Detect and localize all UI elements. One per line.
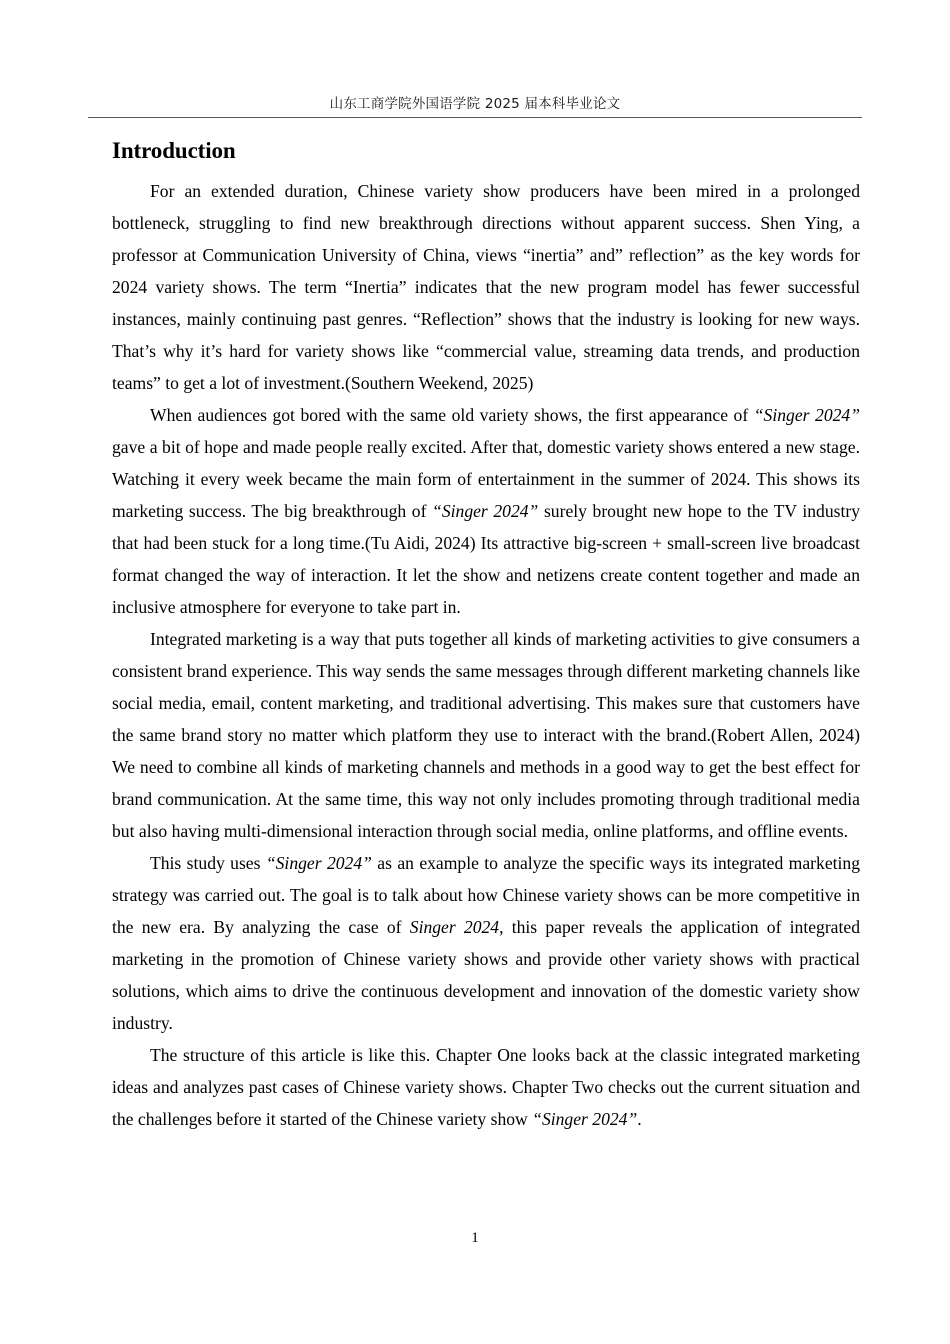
text-run: When audiences got bored with the same old variety shows, the first appearance of [150,405,754,425]
text-run: as an example to analyze the specific ways its integrated marketing strategy was carried out. The goal is to talk about how Chinese variety shows can be more competitive in the new era. By analyzing the case of [112,853,860,937]
show-title: Singer 2024 [409,917,500,937]
document-body [112,136,860,1135]
running-header-text: 山东工商学院外国语学院 2025 届本科毕业论文 [329,96,621,112]
text-run: This study uses [150,853,266,873]
text-run: Integrated marketing is a way that puts together all kinds of marketing activities to give consumers a consistent brand experience. This way sends the same messages through different marketing channels like social media, email, content marketing, and traditional advertising. This makes sure that customers have the same brand story no matter which platform they use to interact with the brand.(Robert Allen, 2024) We need to combine all kinds of marketing channels and methods in a good way to get the best effect for brand communication. At the same time, this way not only includes promoting through traditional media but also having multi-dimensional interaction through social media, online platforms, and offline events. [112,629,860,841]
text-run: , this paper reveals the application of integrated marketing in the promotion of Chinese variety shows and provide other variety shows with practical solutions, which aims to drive the continuous development and innovation of the domestic variety show industry. [112,917,860,1033]
text-run: . [637,1109,642,1129]
text-run: For an extended duration, Chinese variety show producers have been mired in a prolonged bottleneck, struggling to find new breakthrough directions without apparent success. Shen Ying, a professor at Communication University of China, views “inertia” and” reflection” as the key words for 2024 variety shows. The term “Inertia” indicates that the new program model has fewer successful instances, mainly continuing past genres. “Reflection” shows that the industry is looking for new ways. That’s why it’s hard for variety shows like “commercial value, streaming data trends, and production teams” to get a lot of investment.(Southern Weekend, 2025) [112,181,860,393]
paragraph-1 [112,175,860,399]
page-number: 1 [471,1230,479,1246]
show-title: “Singer 2024” [753,405,861,425]
header-divider [88,117,862,118]
paragraph-4 [112,847,860,1039]
paragraph-3 [112,623,860,847]
section-title: Introduction [112,138,236,163]
running-header [88,95,862,113]
paragraph-container [112,175,860,1135]
text-run: gave a bit of hope and made people really excited. After that, domestic variety shows entered a new stage. Watching it every week became the main form of entertainment in the summer of 2024. This shows its marketing success. The big breakthrough of [112,437,860,521]
text-run: surely brought new hope to the TV industry that had been stuck for a long time.(Tu Aidi, 2024) Its attractive big-screen + small-screen live broadcast format changed the way of interaction. It let the show and netizens create content together and made an inclusive atmosphere for everyone to take part in. [112,501,861,617]
paragraph-2 [112,399,860,623]
show-title: “Singer 2024” [432,501,539,521]
paragraph-5 [112,1039,860,1135]
text-run: The structure of this article is like this. Chapter One looks back at the classic integrated marketing ideas and analyzes past cases of Chinese variety shows. Chapter Two checks out the current situation and the challenges before it started of the Chinese variety show [112,1045,860,1129]
show-title: “Singer 2024” [532,1109,638,1129]
show-title: “Singer 2024” [265,853,372,873]
